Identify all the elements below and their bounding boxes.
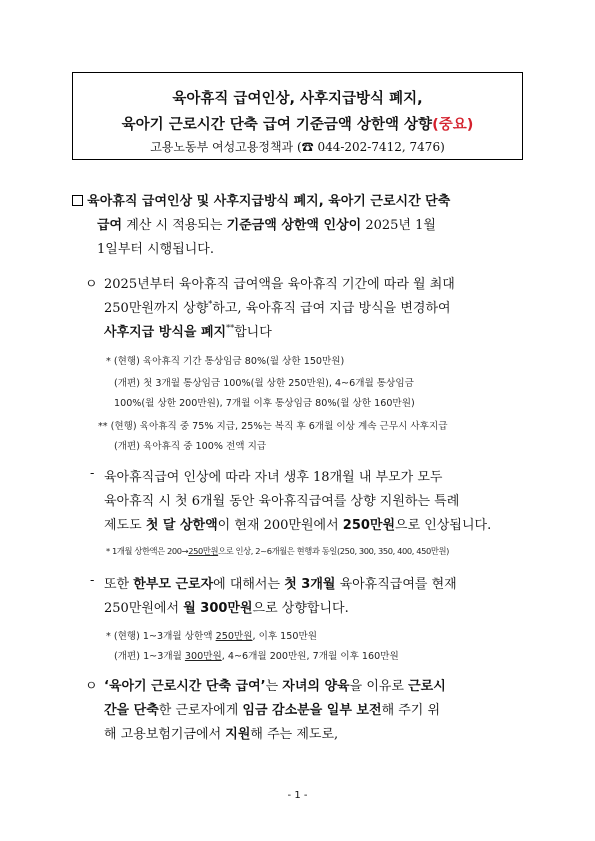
title-line-1: 육아휴직 급여인상, 사후지급방식 폐지, bbox=[172, 91, 423, 107]
item2-line-3: 해 고용보험기금에서 지원해 주는 제도로, bbox=[104, 727, 339, 742]
dash2-note-1: * (현행) 1~3개월 상한액 250만원, 이후 150만원 bbox=[106, 631, 317, 642]
dash2-line-2: 250만원에서 월 300만원으로 상향합니다. bbox=[104, 601, 349, 616]
item2-bullet: ㅇ bbox=[85, 679, 98, 694]
section-line-3: 1일부터 시행됩니다. bbox=[97, 242, 214, 257]
item2-line-2: 간을 단축한 근로자에게 임금 감소분을 일부 보전해 주기 위 bbox=[104, 703, 441, 718]
dash1-line-1: 육아휴직급여 인상에 따라 자녀 생후 18개월 내 부모가 모두 bbox=[104, 470, 443, 485]
section-line-1: 육아휴직 급여인상 및 사후지급방식 폐지, 육아기 근로시간 단축 bbox=[72, 190, 450, 209]
title-important-tag: (중요) bbox=[432, 117, 474, 133]
item1-bullet: ㅇ bbox=[85, 277, 98, 292]
item1-line-3: 사후지급 방식을 폐지**합니다 bbox=[104, 323, 272, 340]
section-line-2: 급여 계산 시 적용되는 기준금액 상한액 인상이 2025년 1월 bbox=[97, 218, 436, 233]
item1-note-3: 100%(월 상한 200만원), 7개월 이후 통상임금 80%(월 상한 160만원) bbox=[114, 398, 415, 409]
dash1-note: * 1개월 상한액은 200→250만원으로 인상, 2~6개월은 현행과 동일(250, 300, 350, 400, 450만원) bbox=[106, 546, 449, 556]
dash1-bullet: - bbox=[90, 466, 95, 481]
page-number: - 1 - bbox=[287, 790, 308, 801]
dash1-line-3: 제도도 첫 달 상한액이 현재 200만원에서 250만원으로 인상됩니다. bbox=[104, 518, 492, 533]
item1-note-2: (개편) 첫 3개월 통상임금 100%(월 상한 250만원), 4~6개월 통상임금 bbox=[114, 378, 414, 389]
square-bullet-icon bbox=[72, 195, 83, 206]
title-box bbox=[72, 72, 523, 160]
dash2-note-2: (개편) 1~3개월 300만원, 4~6개월 200만원, 7개월 이후 160만원 bbox=[114, 651, 399, 662]
department-contact: 고용노동부 여성고용정책과 (☎ 044-202-7412, 7476) bbox=[150, 140, 445, 154]
dash2-bullet: - bbox=[90, 573, 95, 588]
item1-note-4: ** (현행) 육아휴직 중 75% 지급, 25%는 복직 후 6개월 이상 계속 근무시 사후지급 bbox=[98, 421, 448, 432]
dash1-line-2: 육아휴직 시 첫 6개월 동안 육아휴직급여를 상향 지원하는 특례 bbox=[104, 494, 460, 509]
item1-note-5: (개편) 육아휴직 중 100% 전액 지급 bbox=[114, 441, 267, 452]
item1-line-2: 250만원까지 상향*하고, 육아휴직 급여 지급 방식을 변경하여 bbox=[104, 299, 451, 316]
title-line-2 bbox=[73, 113, 522, 134]
item1-note-1: * (현행) 육아휴직 기간 통상임금 80%(월 상한 150만원) bbox=[106, 356, 345, 367]
dash2-line-1: 또한 한부모 근로자에 대해서는 첫 3개월 육아휴직급여를 현재 bbox=[104, 577, 457, 592]
item2-line-1: ‘육아기 근로시간 단축 급여’는 자녀의 양육을 이유로 근로시 bbox=[104, 679, 446, 694]
item1-line-1: 2025년부터 육아휴직 급여액을 육아휴직 기간에 따라 월 최대 bbox=[104, 277, 455, 292]
title-main: 육아기 근로시간 단축 급여 기준금액 상한액 상향 bbox=[121, 117, 433, 133]
